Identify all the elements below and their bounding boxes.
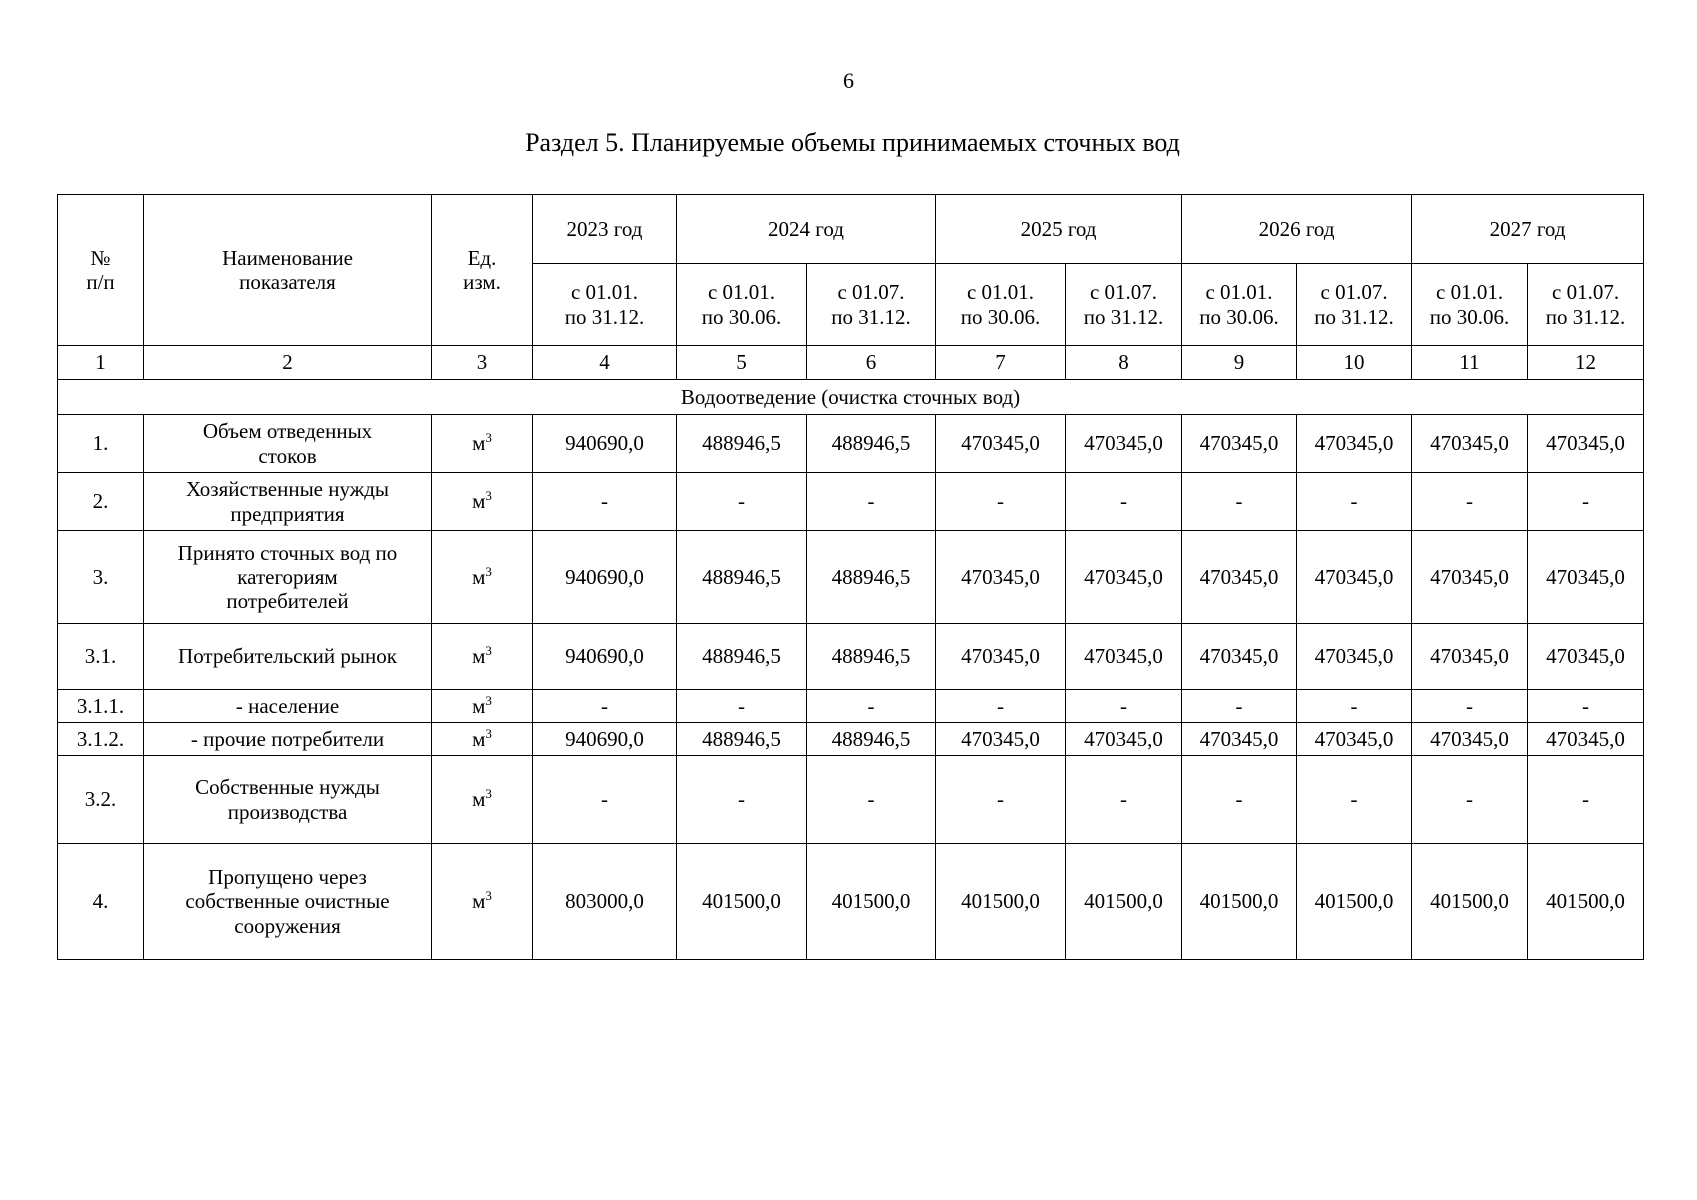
indicator-name: [144, 415, 432, 473]
indicator-name-line: сооружения: [234, 913, 341, 938]
value-cell: -: [1528, 473, 1644, 531]
period-from: с 01.01.: [1436, 280, 1504, 305]
header-unit-line2: изм.: [463, 270, 501, 294]
column-number: 11: [1412, 346, 1528, 380]
period-to: по 31.12.: [1314, 304, 1394, 329]
indicator-name: [144, 723, 432, 756]
row-number: 3.1.1.: [58, 690, 144, 723]
unit-cell: [432, 473, 533, 531]
value-cell: 401500,0: [1066, 844, 1182, 960]
period-to: по 31.12.: [1083, 304, 1164, 329]
value-cell: -: [936, 756, 1066, 844]
unit-base: м: [472, 726, 486, 751]
unit-cell: [432, 531, 533, 624]
indicator-name-line: Хозяйственные нужды: [185, 477, 390, 502]
row-number: 3.: [58, 531, 144, 624]
header-year-2024: 2024 год: [677, 195, 936, 264]
table-row: [58, 624, 1644, 690]
indicator-name-line: Принято сточных вод по: [177, 540, 398, 565]
value-cell: -: [1297, 756, 1412, 844]
value-cell: -: [1182, 690, 1297, 723]
header-num-line1: №: [90, 245, 111, 270]
indicator-name: [144, 690, 432, 723]
page-number: 6: [843, 68, 854, 93]
unit-exponent: 3: [485, 643, 492, 659]
value-cell: 488946,5: [807, 531, 936, 624]
value-cell: 488946,5: [677, 415, 807, 473]
unit-exponent: 3: [485, 888, 492, 904]
value-cell: 470345,0: [1412, 723, 1528, 756]
table-row: [58, 844, 1644, 960]
unit-exponent: 3: [485, 786, 492, 802]
value-cell: -: [533, 473, 677, 531]
unit-cell: [432, 844, 533, 960]
column-number: 7: [936, 346, 1066, 380]
header-year-2023: 2023 год: [533, 195, 677, 264]
value-cell: -: [533, 756, 677, 844]
value-cell: 401500,0: [1528, 844, 1644, 960]
table-row: [58, 723, 1644, 756]
value-cell: -: [1182, 473, 1297, 531]
indicator-name: [144, 624, 432, 690]
period-to: по 31.12.: [564, 304, 645, 329]
value-cell: 401500,0: [807, 844, 936, 960]
indicator-name: [144, 844, 432, 960]
value-cell: -: [1066, 473, 1182, 531]
indicator-name-line: производства: [227, 799, 348, 824]
row-number: 3.1.: [58, 624, 144, 690]
header-unit: [432, 195, 533, 346]
column-number: 9: [1182, 346, 1297, 380]
value-cell: 488946,5: [677, 723, 807, 756]
indicator-name: [144, 473, 432, 531]
value-cell: -: [936, 473, 1066, 531]
value-cell: 401500,0: [1297, 844, 1412, 960]
value-cell: 470345,0: [1066, 415, 1182, 473]
unit-base: м: [472, 564, 486, 589]
indicator-name-line: предприятия: [230, 501, 345, 526]
value-cell: -: [1182, 756, 1297, 844]
header-period: [533, 264, 677, 346]
column-number: 2: [144, 346, 432, 380]
value-cell: -: [807, 473, 936, 531]
column-number: 6: [807, 346, 936, 380]
value-cell: 470345,0: [1528, 723, 1644, 756]
column-number: 5: [677, 346, 807, 380]
table-row: [58, 473, 1644, 531]
header-num: [58, 195, 144, 346]
table-row: [58, 756, 1644, 844]
header-name: [144, 195, 432, 346]
column-number: 4: [533, 346, 677, 380]
value-cell: 470345,0: [1412, 624, 1528, 690]
value-cell: -: [1412, 690, 1528, 723]
unit-cell: [432, 415, 533, 473]
header-period: [677, 264, 807, 346]
row-number: 4.: [58, 844, 144, 960]
indicator-name-line: потребителей: [226, 589, 349, 614]
unit-exponent: 3: [485, 430, 492, 446]
unit-base: м: [472, 889, 486, 914]
column-number: 1: [58, 346, 144, 380]
value-cell: -: [1066, 690, 1182, 723]
value-cell: -: [807, 756, 936, 844]
indicator-name-line: Пропущено через: [208, 865, 367, 890]
value-cell: -: [1528, 756, 1644, 844]
value-cell: 488946,5: [807, 415, 936, 473]
column-number: 10: [1297, 346, 1412, 380]
value-cell: -: [1528, 690, 1644, 723]
unit-cell: [432, 756, 533, 844]
value-cell: 470345,0: [1182, 624, 1297, 690]
value-cell: 470345,0: [1182, 723, 1297, 756]
value-cell: 401500,0: [936, 844, 1066, 960]
value-cell: 940690,0: [533, 531, 677, 624]
value-cell: 470345,0: [1412, 531, 1528, 624]
indicator-name-line: - население: [235, 693, 340, 718]
period-from: с 01.01.: [707, 280, 776, 305]
value-cell: 470345,0: [936, 415, 1066, 473]
header-name-line2: показателя: [239, 270, 336, 294]
unit-cell: [432, 624, 533, 690]
period-from: с 01.07.: [1320, 280, 1388, 305]
value-cell: 940690,0: [533, 415, 677, 473]
value-cell: 470345,0: [1528, 531, 1644, 624]
section-title: Раздел 5. Планируемые объемы принимаемых сточных вод: [525, 128, 1180, 157]
period-from: с 01.07.: [1089, 280, 1158, 305]
value-cell: 470345,0: [1528, 415, 1644, 473]
period-from: с 01.07.: [1552, 280, 1620, 305]
header-period: [807, 264, 936, 346]
value-cell: 803000,0: [533, 844, 677, 960]
period-to: по 30.06.: [1199, 304, 1279, 329]
value-cell: -: [677, 690, 807, 723]
indicator-name: [144, 756, 432, 844]
value-cell: 470345,0: [1297, 624, 1412, 690]
value-cell: 401500,0: [1182, 844, 1297, 960]
value-cell: -: [1412, 756, 1528, 844]
unit-base: м: [472, 644, 486, 669]
value-cell: -: [936, 690, 1066, 723]
section-header-row: [58, 380, 1644, 415]
value-cell: 470345,0: [1182, 531, 1297, 624]
column-number: 12: [1528, 346, 1644, 380]
period-to: по 31.12.: [1545, 304, 1626, 329]
value-cell: -: [677, 473, 807, 531]
unit-exponent: 3: [485, 693, 492, 709]
value-cell: 488946,5: [677, 531, 807, 624]
indicator-name-line: Собственные нужды: [195, 775, 380, 800]
header-period: [1412, 264, 1528, 346]
value-cell: 470345,0: [1412, 415, 1528, 473]
column-number: 3: [432, 346, 533, 380]
table-row: [58, 531, 1644, 624]
indicator-name-line: Потребительский рынок: [178, 644, 397, 669]
period-from: с 01.07.: [837, 280, 905, 305]
column-number: 8: [1066, 346, 1182, 380]
value-cell: 940690,0: [533, 624, 677, 690]
wastewater-table: [57, 194, 1644, 960]
value-cell: 470345,0: [1182, 415, 1297, 473]
value-cell: 488946,5: [807, 723, 936, 756]
indicator-name-line: категориям: [237, 564, 338, 589]
indicator-name-line: - прочие потребители: [190, 726, 385, 751]
period-from: с 01.01.: [966, 280, 1035, 305]
row-number: 2.: [58, 473, 144, 531]
value-cell: 488946,5: [677, 624, 807, 690]
header-year-2026: 2026 год: [1182, 195, 1412, 264]
row-number: 3.2.: [58, 756, 144, 844]
value-cell: -: [533, 690, 677, 723]
period-to: по 30.06.: [1429, 304, 1510, 329]
value-cell: -: [1297, 690, 1412, 723]
value-cell: 401500,0: [677, 844, 807, 960]
value-cell: 470345,0: [1066, 531, 1182, 624]
value-cell: 470345,0: [1066, 624, 1182, 690]
header-period: [1528, 264, 1644, 346]
unit-base: м: [472, 693, 486, 718]
data-rows: [58, 415, 1644, 960]
header-year-2025: 2025 год: [936, 195, 1182, 264]
header-row-years: [58, 195, 1644, 264]
row-number: 3.1.2.: [58, 723, 144, 756]
header-period: [1066, 264, 1182, 346]
period-to: по 30.06.: [960, 304, 1041, 329]
value-cell: -: [677, 756, 807, 844]
indicator-name-line: стоков: [258, 443, 317, 468]
unit-exponent: 3: [485, 564, 492, 580]
period-from: с 01.01.: [570, 280, 639, 305]
section-header: Водоотведение (очистка сточных вод): [58, 380, 1644, 415]
value-cell: 470345,0: [1297, 531, 1412, 624]
header-year-2027: 2027 год: [1412, 195, 1644, 264]
unit-exponent: 3: [485, 726, 492, 742]
indicator-name: [144, 531, 432, 624]
value-cell: -: [1066, 756, 1182, 844]
value-cell: 488946,5: [807, 624, 936, 690]
unit-exponent: 3: [485, 488, 492, 504]
header-num-line2: п/п: [86, 270, 115, 294]
header-name-line1: Наименование: [222, 245, 353, 270]
value-cell: -: [1412, 473, 1528, 531]
value-cell: -: [1297, 473, 1412, 531]
header-period: [1297, 264, 1412, 346]
value-cell: 470345,0: [936, 531, 1066, 624]
value-cell: 470345,0: [1297, 723, 1412, 756]
value-cell: -: [807, 690, 936, 723]
table-row: [58, 690, 1644, 723]
unit-base: м: [472, 489, 486, 514]
header-period: [936, 264, 1066, 346]
header-period: [1182, 264, 1297, 346]
row-number: 1.: [58, 415, 144, 473]
period-to: по 30.06.: [701, 304, 782, 329]
unit-cell: [432, 723, 533, 756]
column-number-row: [58, 346, 1644, 380]
value-cell: 470345,0: [936, 624, 1066, 690]
header-unit-line1: Ед.: [467, 245, 497, 270]
value-cell: 470345,0: [1528, 624, 1644, 690]
value-cell: 470345,0: [1297, 415, 1412, 473]
indicator-name-line: Объем отведенных: [202, 419, 373, 444]
period-from: с 01.01.: [1205, 280, 1273, 305]
table-row: [58, 415, 1644, 473]
value-cell: 401500,0: [1412, 844, 1528, 960]
unit-base: м: [472, 787, 486, 812]
period-to: по 31.12.: [831, 304, 911, 329]
indicator-name-line: собственные очистные: [185, 889, 390, 914]
value-cell: 470345,0: [936, 723, 1066, 756]
unit-base: м: [472, 431, 486, 456]
unit-cell: [432, 690, 533, 723]
value-cell: 940690,0: [533, 723, 677, 756]
value-cell: 470345,0: [1066, 723, 1182, 756]
